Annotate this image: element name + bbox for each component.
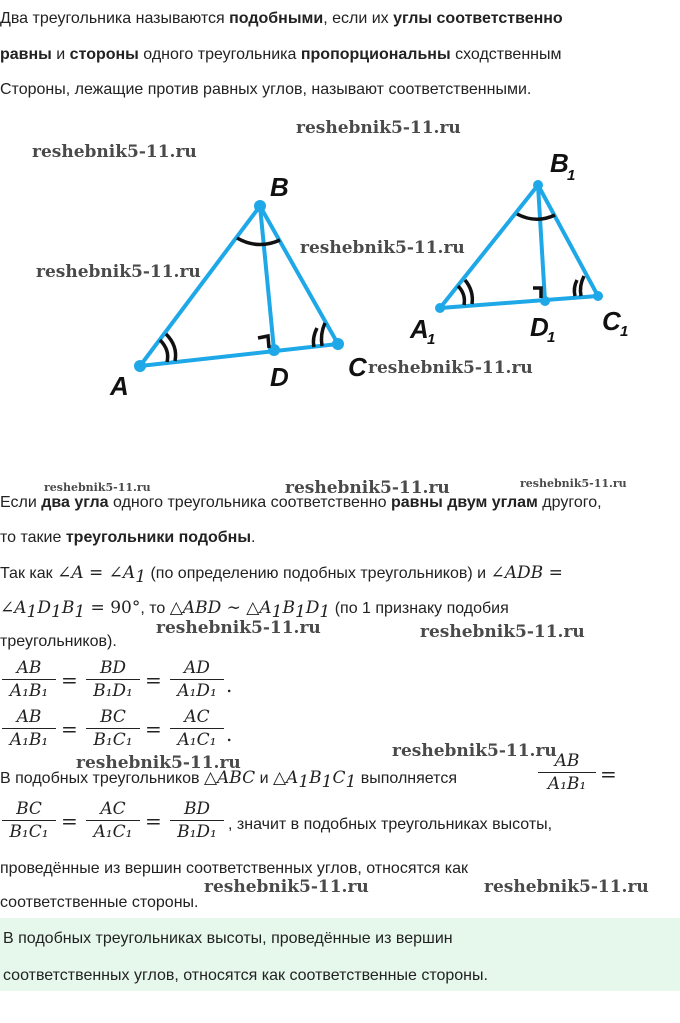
definition-line-3: Стороны, лежащие против равных углов, называют соответственными. [0,81,532,98]
watermark: reshebnik5-11.ru [520,477,627,490]
proof-line-1: Так как ∠A = $\angle A_1$ (по определению подобных треугольников) и ∠ADB = [0,563,563,588]
fraction-ab: $\frac{AB}{\text{A₁B₁}}$ [538,750,596,795]
watermark: reshebnik5-11.ru [300,238,465,258]
watermark: reshebnik5-11.ru [368,358,533,378]
label-a1-sub: 1 [427,331,436,348]
triangles-figure [0,110,680,470]
watermark: reshebnik5-11.ru [420,622,585,642]
label-c1-sub: 1 [620,323,629,340]
label-c1: C [602,306,621,336]
vertices [134,180,603,372]
altitude-b1d1 [538,185,545,301]
conclusion-line-4: соответственные стороны. [0,894,199,911]
label-b: B [270,172,289,202]
watermark: reshebnik5-11.ru [156,618,321,638]
watermark: reshebnik5-11.ru [36,262,201,282]
label-d: D [270,362,289,392]
label-d1: D [530,312,549,342]
definition-line-1: Два треугольника называются подобными, если их углы соответственно [0,10,563,27]
watermark: reshebnik5-11.ru [285,478,450,498]
highlight-line-1: В подобных треугольниках высоты, проведённые из вершин [3,930,453,947]
angle-marks [160,214,584,362]
criterion-line-1: Если два угла одного треугольника соответственно равны двум углам другого, [0,494,602,511]
label-a: A [110,371,129,401]
proof-line-3: треугольников). [0,633,117,650]
highlight-line-2: соответственных углов, относятся как соответственные стороны. [3,967,488,984]
criterion-line-2: то такие треугольники подобны. [0,529,256,546]
label-b1: B [550,148,569,178]
equals-sign: = [600,762,617,786]
watermark: reshebnik5-11.ru [392,741,557,761]
label-d1-sub: 1 [547,329,556,346]
conclusion-line-1: В подобных треугольников △ABC и $\triangle A_1B_1C_1$ выполняется [0,768,457,793]
watermark: reshebnik5-11.ru [32,142,197,162]
watermark: reshebnik5-11.ru [76,753,241,773]
watermark: reshebnik5-11.ru [484,877,649,897]
proof-line-2: $\angle A_1D_1B_1 = 90^\circ$, то △ABD ∼ $\triangle A_1B_1D_1$ (по 1 признаку подобия [0,598,509,623]
label-c: C [348,352,367,382]
watermark: reshebnik5-11.ru [204,877,369,897]
definition-line-2: равны и стороны одного треугольника пропорциональны сходственным [0,46,562,63]
label-b1-sub: 1 [567,167,576,184]
watermark: reshebnik5-11.ru [44,481,151,494]
triangle-abc [140,206,338,366]
highlight-box [0,918,680,991]
conclusion-line-3: проведённые из вершин соответственных углов, относятся как [0,860,468,877]
label-a1: A [410,314,429,344]
watermark: reshebnik5-11.ru [296,118,461,138]
